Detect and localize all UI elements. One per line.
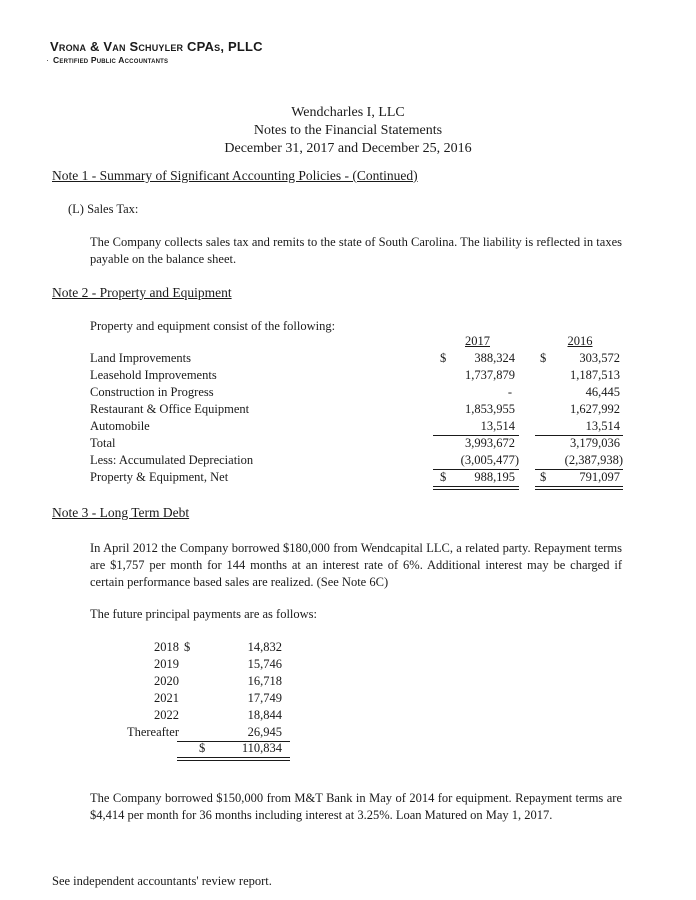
value-2016: 303,572 xyxy=(579,351,620,365)
value-2017: 988,195 xyxy=(474,470,515,484)
note3-heading: Note 3 - Long Term Debt xyxy=(52,505,190,520)
payment-amount: 26,945 xyxy=(247,725,282,739)
value-2017: 388,324 xyxy=(474,351,515,365)
note1-item-text: The Company collects sales tax and remits to the state of South Carolina. The liability is reflected in taxes payable on the balance sheet. xyxy=(90,235,622,266)
row-label-total: Total xyxy=(90,436,116,450)
note3-paragraph-1: In April 2012 the Company borrowed $180,000 from Wendcapital LLC, a related party. Repayment terms are $1,757 per month for 144 months at an interest rate of 6%. Additional interest may be charged if certain performance based sales are realized. (See Note 6C) xyxy=(90,541,622,589)
payment-year: 2019 xyxy=(154,657,179,671)
payment-year: 2018 xyxy=(154,640,179,654)
bullet-dot: · xyxy=(46,55,50,65)
value-2016: 46,445 xyxy=(585,385,620,399)
note2-heading: Note 2 - Property and Equipment xyxy=(52,285,232,300)
col-header-2016: 2016 xyxy=(567,334,593,348)
value-2016: (2,387,938) xyxy=(564,453,623,467)
value-2017: 13,514 xyxy=(480,419,515,433)
footer-note: See independent accountants' review report. xyxy=(52,874,272,888)
value-2017: 1,853,955 xyxy=(465,402,515,416)
value-2017: - xyxy=(507,385,512,399)
total-currency: $ xyxy=(199,741,206,755)
note1-heading: Note 1 - Summary of Significant Accounting Policies - (Continued) xyxy=(52,168,418,183)
currency-2017: $ xyxy=(440,351,447,365)
payment-amount: 15,746 xyxy=(247,657,282,671)
double-underline-2017 xyxy=(433,486,519,490)
value-2016: 1,627,992 xyxy=(570,402,620,416)
currency-2016: $ xyxy=(540,470,547,484)
payment-year: 2022 xyxy=(154,708,179,722)
row-label-land: Land Improvements xyxy=(90,351,192,365)
value-2016: 1,187,513 xyxy=(570,368,620,382)
value-2016: 3,179,036 xyxy=(570,436,620,450)
firm-subtitle xyxy=(46,55,168,65)
schedule-total: 110,834 xyxy=(241,741,282,755)
value-2016: 13,514 xyxy=(585,419,620,433)
company-name: Wendcharles I, LLC xyxy=(291,105,405,120)
note1-item-label: (L) Sales Tax: xyxy=(68,202,139,216)
payment-year: Thereafter xyxy=(126,725,179,739)
value-2016: 791,097 xyxy=(579,470,620,484)
payment-amount: 18,844 xyxy=(247,708,282,722)
payment-amount: 17,749 xyxy=(247,691,282,705)
payment-currency: $ xyxy=(184,640,191,654)
report-dates: December 31, 2017 and December 25, 2016 xyxy=(224,141,472,156)
report-title: Notes to the Financial Statements xyxy=(253,123,443,138)
row-label-accum-depreciation: Less: Accumulated Depreciation xyxy=(90,453,254,467)
payment-year: 2021 xyxy=(154,691,179,705)
col-header-2017: 2017 xyxy=(465,334,490,348)
future-payments-intro: The future principal payments are as follows: xyxy=(90,607,318,621)
row-label-construction: Construction in Progress xyxy=(90,385,214,399)
note2-intro: Property and equipment consist of the following: xyxy=(90,319,336,333)
firm-subtitle-text: Certified Public Accountants xyxy=(53,55,169,65)
note3-paragraph-2: The Company borrowed $150,000 from M&T Bank in May of 2014 for equipment. Repayment terms are $4,414 per month for 36 months including interest at 3.25%. Loan Matured on May 1, 2017. xyxy=(90,791,622,822)
currency-2017: $ xyxy=(440,470,447,484)
row-label-automobile: Automobile xyxy=(90,419,150,433)
payment-year: 2020 xyxy=(154,674,179,688)
value-2017: 1,737,879 xyxy=(465,368,515,382)
payment-amount: 16,718 xyxy=(247,674,282,688)
row-label-equipment: Restaurant & Office Equipment xyxy=(90,402,250,416)
currency-2016: $ xyxy=(540,351,547,365)
double-underline-2016 xyxy=(535,486,623,490)
value-2017: (3,005,477) xyxy=(460,453,519,467)
payment-amount: 14,832 xyxy=(247,640,282,654)
value-2017: 3,993,672 xyxy=(465,436,515,450)
row-label-leasehold: Leasehold Improvements xyxy=(90,368,217,382)
schedule-double-underline xyxy=(177,757,290,761)
firm-name: Vrona & Van Schuyler CPAs, PLLC xyxy=(50,39,263,54)
row-label-net: Property & Equipment, Net xyxy=(90,470,229,484)
